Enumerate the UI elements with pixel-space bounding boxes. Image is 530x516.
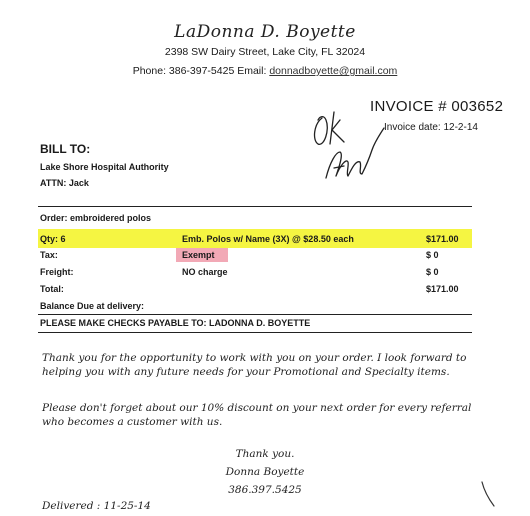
order-item: Emb. Polos w/ Name (3X) @ $28.50 each — [182, 234, 354, 244]
business-address: 2398 SW Dairy Street, Lake City, FL 32024 — [164, 46, 366, 58]
pen-mark — [478, 478, 498, 510]
thanks-line-1: Thank you for the opportunity to work with you on your order. I look forward to — [42, 352, 467, 364]
discount-line-2: who becomes a customer with us. — [42, 416, 223, 428]
signature-phone: 386.397.5425 — [228, 484, 302, 496]
email-link[interactable]: donnadboyette@gmail.com — [269, 65, 398, 77]
handwritten-ok-annotation — [300, 100, 400, 190]
signoff: Thank you. — [235, 448, 295, 460]
tax-amount: $ 0 — [426, 250, 439, 260]
delivered-date: Delivered : 11-25-14 — [42, 500, 151, 512]
balance-due-label: Balance Due at delivery: — [40, 301, 145, 311]
thanks-line-2: helping you with any future needs for your Promotional and Specialty items. — [42, 366, 450, 378]
bill-to-attn: ATTN: Jack — [40, 178, 89, 188]
tax-label: Tax: — [40, 250, 58, 260]
invoice-number: INVOICE # 003652 — [370, 98, 504, 115]
phone-label: Phone: 386-397-5425 Email: — [132, 65, 267, 77]
order-description: Order: embroidered polos — [40, 213, 152, 223]
order-qty: Qty: 6 — [40, 234, 66, 244]
freight-note: NO charge — [182, 267, 228, 277]
divider-bottom — [38, 332, 472, 333]
freight-amount: $ 0 — [426, 267, 439, 277]
total-amount: $171.00 — [426, 284, 459, 294]
divider-top — [38, 206, 472, 207]
contact-line — [0, 65, 530, 77]
total-label: Total: — [40, 284, 64, 294]
divider-middle — [38, 314, 472, 315]
signature-name: Donna Boyette — [225, 466, 305, 478]
order-item-amount: $171.00 — [426, 234, 459, 244]
freight-label: Freight: — [40, 267, 74, 277]
tax-note: Exempt — [182, 250, 215, 260]
bill-to-company: Lake Shore Hospital Authority — [40, 162, 169, 172]
discount-line-1: Please don't forget about our 10% discount on your next order for every referral — [42, 402, 472, 414]
business-name: LaDonna D. Boyette — [174, 22, 356, 42]
bill-to-label: BILL TO: — [40, 142, 91, 156]
payable-note: PLEASE MAKE CHECKS PAYABLE TO: LADONNA D. BOYETTE — [40, 318, 311, 328]
invoice-date: Invoice date: 12-2-14 — [384, 122, 478, 133]
